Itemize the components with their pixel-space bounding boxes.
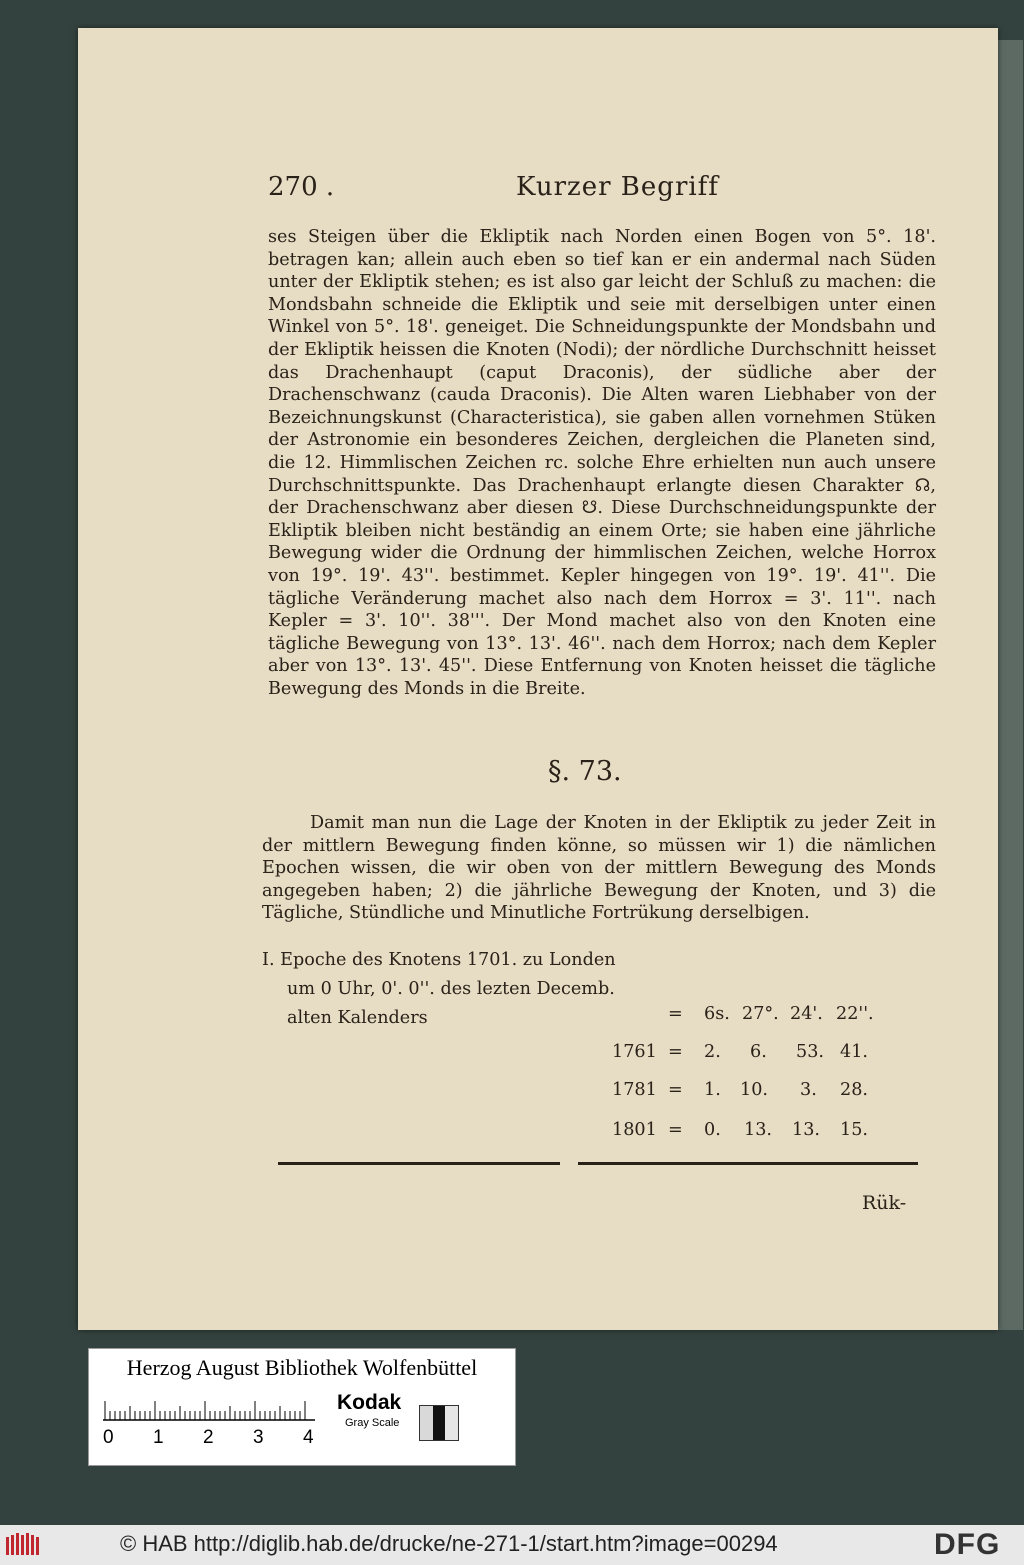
page-number: 270 . bbox=[268, 172, 335, 202]
ruler-number: 0 bbox=[103, 1427, 114, 1448]
dfg-logo: DFG bbox=[934, 1528, 1001, 1561]
table-cell: 53. bbox=[796, 1042, 824, 1062]
table-cell: 10. bbox=[740, 1080, 768, 1100]
table-cell: 1. bbox=[704, 1080, 721, 1100]
section-rule bbox=[278, 1162, 560, 1165]
ruler-number: 1 bbox=[153, 1427, 164, 1448]
ruler-numbers bbox=[103, 1427, 333, 1451]
epoch-block bbox=[262, 946, 622, 1033]
gray-scale-swatches bbox=[419, 1405, 459, 1441]
table-equals: = bbox=[668, 1120, 683, 1140]
hab-logo-icon bbox=[6, 1533, 44, 1557]
library-label-card bbox=[88, 1348, 516, 1466]
paragraph-one: ses Steigen über die Ekliptik nach Norden einen Bogen von 5°. 18'. betragen kan; allein auch eben so tief kan er ein andermal nach Süden unter der Ekliptik stehen; es ist also gar leicht der Schluß zu machen: die Mondsbahn schneide die Ekliptik und seie mit derselbigen unter einen Winkel von 5°. 18'. geneiget. Die Schneidungspunkte der Mondsbahn und der Ekliptik heissen die Knoten (Nodi); der nördliche Durchschnitt heisset das Drachenhaupt (caput Draconis), der südliche aber der Drachenschwanz (cauda Draconis). Die Alten waren Liebhaber von der Bezeichnungskunst (Characteristica), sie gaben allen vornehmen Stüken der Astronomie ein besonderes Zeichen, dergleichen die Planeten sind, die 12. Himmlischen Zeichen rc. solche Ehre erhielten nun auch unsere Durchschnittspunkte. Das Drachenhaupt erlangte diesen Charakter ☊, der Drachenschwanz aber diesen ☋. Diese Durchschneidungspunkte der Ekliptik bleiben nicht beständig an einem Orte; sie haben eine jährliche Bewegung wider die Ordnung der himmlischen Zeichen, welche Horrox von 19°. 19'. 43''. bestimmet. Kepler hingegen von 19°. 19'. 41''. Die tägliche Veränderung machet also nach dem Horrox = 3'. 11''. nach Kepler = 3'. 10''. 38'''. Der Mond machet also von den Knoten eine tägliche Bewegung von 13°. 13'. 46''. nach dem Horrox; nach dem Kepler aber von 13°. 13'. 45''. Diese Entfernung von Knoten heisset die tägliche Bewegung des Monds in die Breite. bbox=[268, 227, 936, 699]
table-equals: = bbox=[668, 1004, 683, 1024]
page-edge bbox=[995, 40, 1023, 1330]
table-cell: 2. bbox=[704, 1042, 721, 1062]
swatch bbox=[445, 1406, 458, 1440]
page-header bbox=[268, 172, 936, 212]
ruler-number: 4 bbox=[303, 1427, 314, 1448]
section-rule bbox=[578, 1162, 918, 1165]
paragraph-two: Damit man nun die Lage der Knoten in der Ekliptik zu jeder Zeit in der mittlern Bewegung finden könne, so müssen wir 1) die nämlichen Epochen wissen, die wir oben von der mittlern Bewegung des Monds angegeben haben; 2) die jährliche Bewegung der Knoten, und 3) die Tägliche, Stündliche und Minutliche Fortrükung derselbigen. bbox=[262, 813, 936, 924]
running-title: Kurzer Begriff bbox=[516, 172, 719, 202]
table-year: 1761 bbox=[612, 1042, 657, 1062]
swatch bbox=[433, 1406, 446, 1440]
table-cell: 41. bbox=[840, 1042, 868, 1062]
table-cell: 0. bbox=[704, 1120, 721, 1140]
table-year: 1801 bbox=[612, 1120, 657, 1140]
table-cell: 6s. bbox=[704, 1004, 730, 1024]
table-cell: 13. bbox=[792, 1120, 820, 1140]
epoch-line: alten Kalenders bbox=[287, 1008, 428, 1028]
gray-scale-label: Gray Scale bbox=[345, 1417, 400, 1429]
table-cell: 22''. bbox=[836, 1004, 874, 1024]
library-name: Herzog August Bibliothek Wolfenbüttel bbox=[126, 1355, 478, 1380]
footer-bar bbox=[0, 1525, 1024, 1565]
table-equals: = bbox=[668, 1080, 683, 1100]
epoch-line: um 0 Uhr, 0'. 0''. des lezten Decemb. bbox=[287, 979, 615, 999]
section-heading: §. 73. bbox=[548, 756, 622, 787]
table-cell: 15. bbox=[840, 1120, 868, 1140]
swatch bbox=[420, 1406, 433, 1440]
table-cell: 27°. bbox=[742, 1004, 779, 1024]
footer-url[interactable]: © HAB http://diglib.hab.de/drucke/ne-271-1/start.htm?image=00294 bbox=[120, 1531, 778, 1556]
table-cell: 28. bbox=[840, 1080, 868, 1100]
table-cell: 3. bbox=[800, 1080, 817, 1100]
table-cell: 13. bbox=[744, 1120, 772, 1140]
measurement-ruler bbox=[103, 1397, 315, 1421]
kodak-label: Kodak bbox=[337, 1391, 402, 1414]
table-year: 1781 bbox=[612, 1080, 657, 1100]
table-cell: 24'. bbox=[790, 1004, 823, 1024]
ruler-number: 3 bbox=[253, 1427, 264, 1448]
ruler-number: 2 bbox=[203, 1427, 214, 1448]
table-equals: = bbox=[668, 1042, 683, 1062]
catchword: Rük- bbox=[862, 1192, 907, 1214]
table-cell: 6. bbox=[750, 1042, 767, 1062]
epoch-line: I. Epoche des Knotens 1701. zu Londen bbox=[262, 950, 616, 970]
